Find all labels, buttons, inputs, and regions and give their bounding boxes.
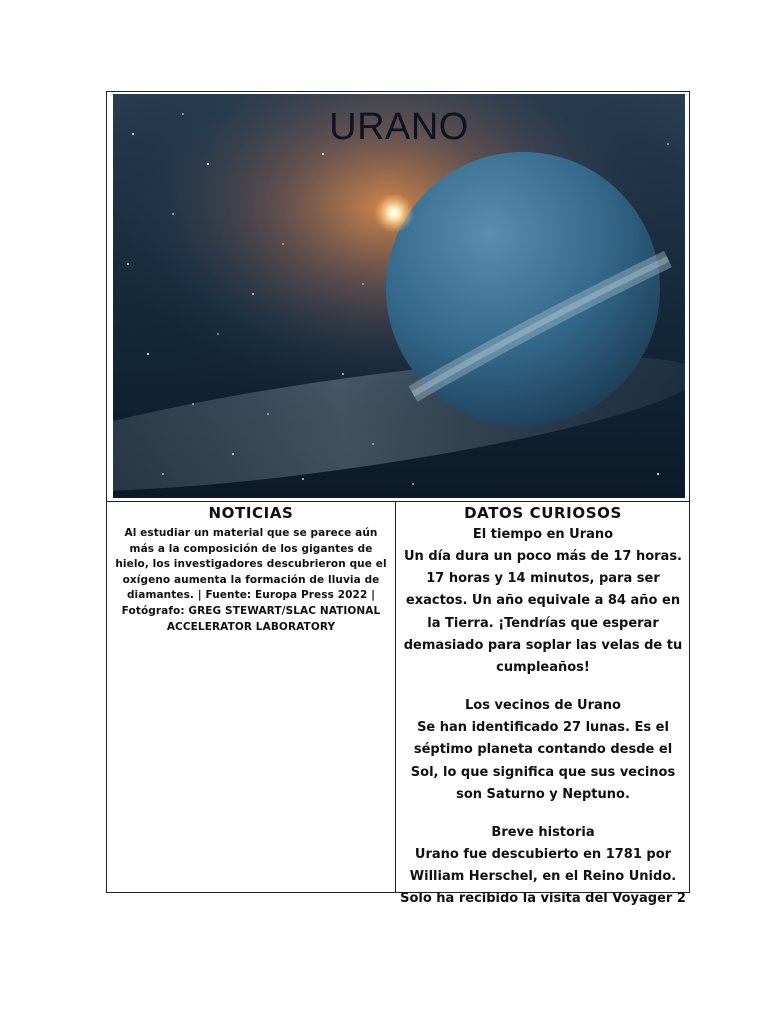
document-frame <box>106 91 690 907</box>
section-vecinos <box>399 695 687 806</box>
page-title: URANO <box>329 106 469 148</box>
datos-curiosos-column <box>399 502 687 927</box>
noticias-heading: NOTICIAS <box>208 504 294 522</box>
section-title: El tiempo en Urano <box>472 527 614 542</box>
section-title: Los vecinos de Urano <box>465 698 621 714</box>
noticias-body: Al estudiar un material que se parece aún más a la composición de los gigantes de hielo, los investigadores descubrieron que el oxígeno aumenta la formación de lluvia de diamantes. | Fuente: Europa Press 2022 | Fotógrafo: GREG STEWART/SLAC NATIONAL ACCELERATOR LABORATORY <box>115 527 387 633</box>
uranus-space-illustration <box>113 94 685 498</box>
noticias-column <box>111 502 391 635</box>
hero-image <box>113 94 685 498</box>
section-body: Urano fue descubierto en 1781 por William Herschel, en el Reino Unido. Solo ha recibido la visita del Voyager 2 <box>400 847 686 907</box>
section-tiempo <box>399 524 687 679</box>
section-title: Breve historia <box>491 825 595 841</box>
section-body: Un día dura un poco más de 17 horas. 17 horas y 14 minutos, para ser exactos. Un año equivale a 84 año en la Tierra. ¡Tendrías que esperar demasiado para soplar las velas de tu cumpleaños! <box>403 549 683 676</box>
section-historia <box>399 822 687 911</box>
datos-heading: DATOS CURIOSOS <box>464 504 622 522</box>
vertical-divider <box>395 501 396 892</box>
section-body: Se han identificado 27 lunas. Es el séptimo planeta contando desde el Sol, lo que significa que sus vecinos son Saturno y Neptuno. <box>410 720 676 802</box>
